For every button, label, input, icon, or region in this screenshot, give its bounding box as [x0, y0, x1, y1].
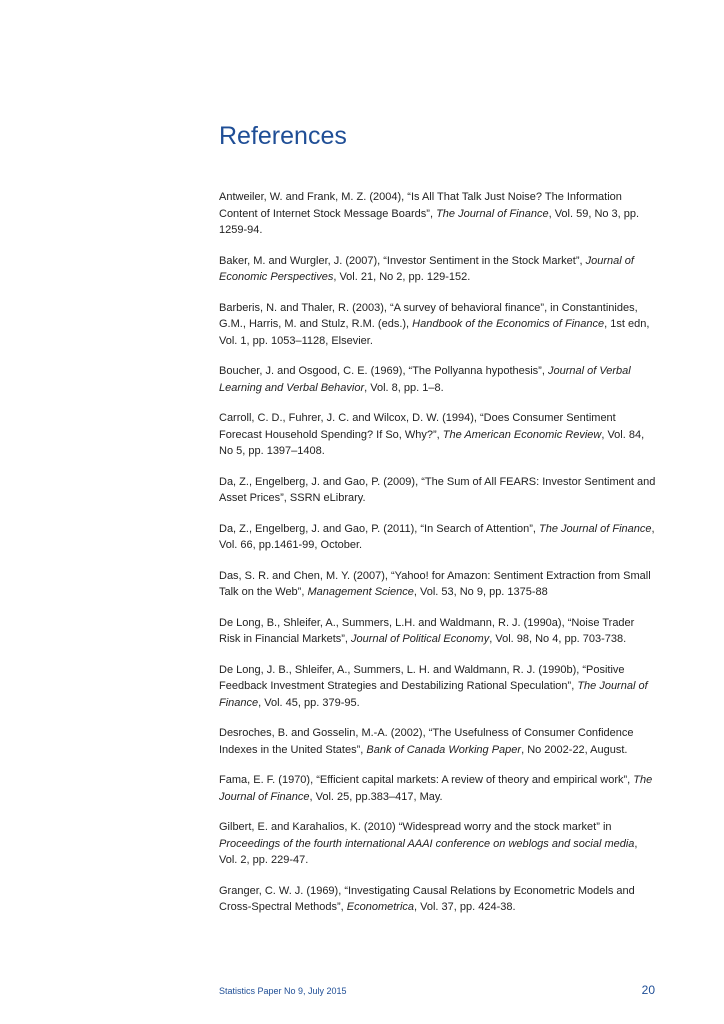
- reference-publication-title: The Journal of Finance: [436, 207, 549, 220]
- reference-publication-title: The Journal of Finance: [539, 522, 652, 535]
- reference-details-text: , Vol. 21, No 2, pp. 129-152.: [333, 271, 471, 283]
- reference-authors-text: Carroll, C. D., Fuhrer, J. C. and Wilcox, D. W. (1994), “Does Consumer Sentiment Forecast Household Spending? If So, Why?”,: [219, 412, 616, 441]
- reference-details-text: , Vol. 8, pp. 1–8.: [364, 381, 444, 394]
- reference-authors-text: Da, Z., Engelberg, J. and Gao, P. (2009), “The Sum of All FEARS: Investor Sentiment and Asset Prices”, SSRN eLibrary.: [219, 475, 656, 504]
- reference-authors-text: Gilbert, E. and Karahalios, K. (2010) “Widespread worry and the stock market” in: [219, 821, 612, 833]
- reference-publication-title: The American Economic Review: [442, 428, 602, 441]
- reference-details-text: , Vol. 84, No 5, pp. 1397–1408.: [219, 428, 645, 457]
- reference-item: [219, 615, 657, 648]
- reference-item: [219, 772, 657, 805]
- reference-details-text: , Vol. 2, pp. 229-47.: [219, 837, 638, 866]
- page-title: References: [219, 122, 347, 150]
- reference-authors-text: Boucher, J. and Osgood, C. E. (1969), “The Pollyanna hypothesis”,: [219, 365, 548, 377]
- reference-item: [219, 521, 657, 554]
- reference-authors-text: Baker, M. and Wurgler, J. (2007), “Investor Sentiment in the Stock Market”,: [219, 254, 586, 267]
- reference-details-text: , Vol. 37, pp. 424-38.: [414, 901, 516, 913]
- reference-details-text: , No 2002-22, August.: [521, 743, 628, 756]
- reference-item: [219, 410, 657, 460]
- reference-publication-title: Management Science: [307, 586, 414, 598]
- reference-publication-title: Journal of Economic Perspectives: [219, 254, 634, 283]
- reference-details-text: , Vol. 45, pp. 379-95.: [258, 696, 360, 709]
- reference-item: [219, 662, 657, 712]
- reference-publication-title: Econometrica: [346, 901, 415, 913]
- reference-item: [219, 363, 657, 396]
- footer-publication-label: Statistics Paper No 9, July 2015: [219, 986, 347, 996]
- reference-authors-text: Da, Z., Engelberg, J. and Gao, P. (2011), “In Search of Attention”,: [219, 522, 539, 535]
- reference-publication-title: Journal of Verbal Learning and Verbal Behavior: [219, 365, 631, 394]
- reference-authors-text: De Long, J. B., Shleifer, A., Summers, L. H. and Waldmann, R. J. (1990b), “Positive Feedback Investment Strategies and Destabilizing Rational Speculation”,: [219, 663, 625, 692]
- reference-list: [219, 189, 657, 930]
- reference-item: [219, 474, 657, 507]
- reference-publication-title: Journal of Political Economy: [351, 633, 490, 645]
- reference-item: [219, 568, 657, 601]
- reference-details-text: , Vol. 98, No 4, pp. 703-738.: [489, 633, 627, 645]
- reference-publication-title: Bank of Canada Working Paper: [366, 743, 522, 756]
- reference-item: [219, 883, 657, 916]
- reference-details-text: , 1st edn, Vol. 1, pp. 1053–1128, Elsevier.: [219, 318, 650, 347]
- page-number: 20: [641, 983, 655, 997]
- reference-authors-text: Granger, C. W. J. (1969), “Investigating Causal Relations by Econometric Models and Cross-Spectral Methods”,: [219, 884, 635, 913]
- reference-publication-title: The Journal of Finance: [219, 680, 648, 709]
- reference-details-text: , Vol. 25, pp.383–417, May.: [309, 790, 443, 803]
- reference-authors-text: Antweiler, W. and Frank, M. Z. (2004), “Is All That Talk Just Noise? The Information Content of Internet Stock Message Boards”,: [219, 191, 622, 220]
- reference-authors-text: Desroches, B. and Gosselin, M.-A. (2002), “The Usefulness of Consumer Confidence Indexes in the United States”,: [219, 727, 634, 756]
- reference-details-text: , Vol. 59, No 3, pp. 1259-94.: [219, 207, 640, 236]
- reference-publication-title: Handbook of the Economics of Finance: [412, 318, 605, 330]
- reference-publication-title: Proceedings of the fourth international AAAI conference on weblogs and social media: [219, 837, 635, 850]
- reference-item: [219, 253, 657, 286]
- reference-details-text: , Vol. 66, pp.1461-99, October.: [219, 522, 655, 551]
- reference-authors-text: De Long, B., Shleifer, A., Summers, L.H. and Waldmann, R. J. (1990a), “Noise Trader Risk in Financial Markets”,: [219, 616, 635, 645]
- reference-item: [219, 300, 657, 350]
- reference-authors-text: Fama, E. F. (1970), “Efficient capital markets: A review of theory and empirical work”,: [219, 774, 634, 786]
- reference-item: [219, 725, 657, 758]
- reference-details-text: , Vol. 53, No 9, pp. 1375-88: [413, 586, 548, 598]
- reference-authors-text: Das, S. R. and Chen, M. Y. (2007), “Yahoo! for Amazon: Sentiment Extraction from Small Talk on the Web”,: [219, 569, 651, 598]
- reference-item: [219, 819, 657, 869]
- reference-authors-text: Barberis, N. and Thaler, R. (2003), “A survey of behavioral finance”, in Constantinides, G.M., Harris, M. and Stulz, R.M. (eds.),: [219, 301, 638, 330]
- reference-item: [219, 189, 657, 239]
- reference-publication-title: The Journal of Finance: [219, 774, 653, 803]
